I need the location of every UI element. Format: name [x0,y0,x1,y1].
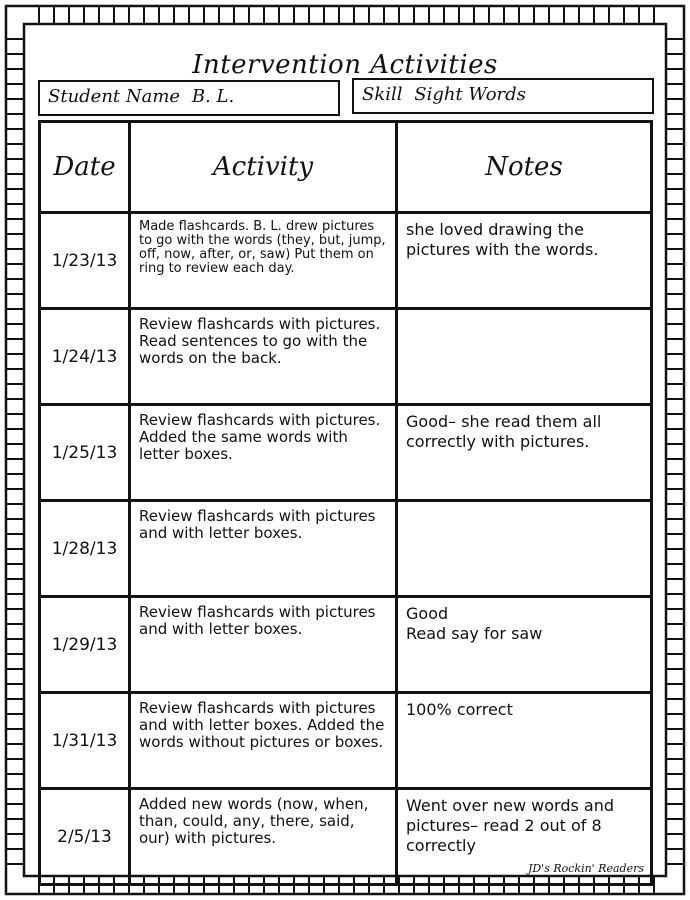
row-date: 1/25/13 [40,405,130,501]
student-name-value: B. L. [191,86,235,107]
activity-log-table [38,120,653,886]
row-activity: Review flashcards with pictures. Read sentences to go with the words on the back. [130,309,397,405]
row-date: 1/24/13 [40,309,130,405]
row-date: 1/28/13 [40,501,130,597]
table-header-row [40,122,652,213]
table-row [40,501,652,597]
row-activity: Review flashcards with pictures and with letter boxes. Added the words without pictures or boxes. [130,693,397,789]
row-activity: Review flashcards with pictures and with letter boxes. [130,501,397,597]
table-row [40,405,652,501]
table-row [40,213,652,309]
row-notes: Good– she read them all correctly with pictures. [397,405,652,501]
row-notes: she loved drawing the pictures with the words. [397,213,652,309]
student-name-box [38,80,340,116]
skill-value: Sight Words [414,84,526,105]
table-row [40,693,652,789]
footer-credit: JD's Rockin' Readers [527,862,644,875]
student-name-label: Student Name [48,86,181,107]
notes-column-header: Notes [397,122,652,213]
row-activity: Made flashcards. B. L. drew pictures to go with the words (they, but, jump, off, now, after, or, saw) Put them on ring to review each day. [130,213,397,309]
row-activity: Review flashcards with pictures. Added the same words with letter boxes. [130,405,397,501]
row-date: 2/5/13 [40,789,130,885]
date-column-header: Date [40,122,130,213]
row-activity: Review flashcards with pictures and with letter boxes. [130,597,397,693]
activity-column-header: Activity [130,122,397,213]
skill-box [352,78,654,114]
row-notes: Good Read say for saw [397,597,652,693]
row-notes: 100% correct [397,693,652,789]
row-date: 1/23/13 [40,213,130,309]
row-activity: Added new words (now, when, than, could, any, there, said, our) with pictures. [130,789,397,885]
skill-label: Skill [362,84,403,105]
page-title: Intervention Activities [192,50,498,80]
row-notes: Went over new words and pictures– read 2 out of 8 correctly [397,789,652,885]
table-row [40,597,652,693]
row-notes [397,309,652,405]
row-date: 1/29/13 [40,597,130,693]
row-notes [397,501,652,597]
row-date: 1/31/13 [40,693,130,789]
table-row [40,309,652,405]
